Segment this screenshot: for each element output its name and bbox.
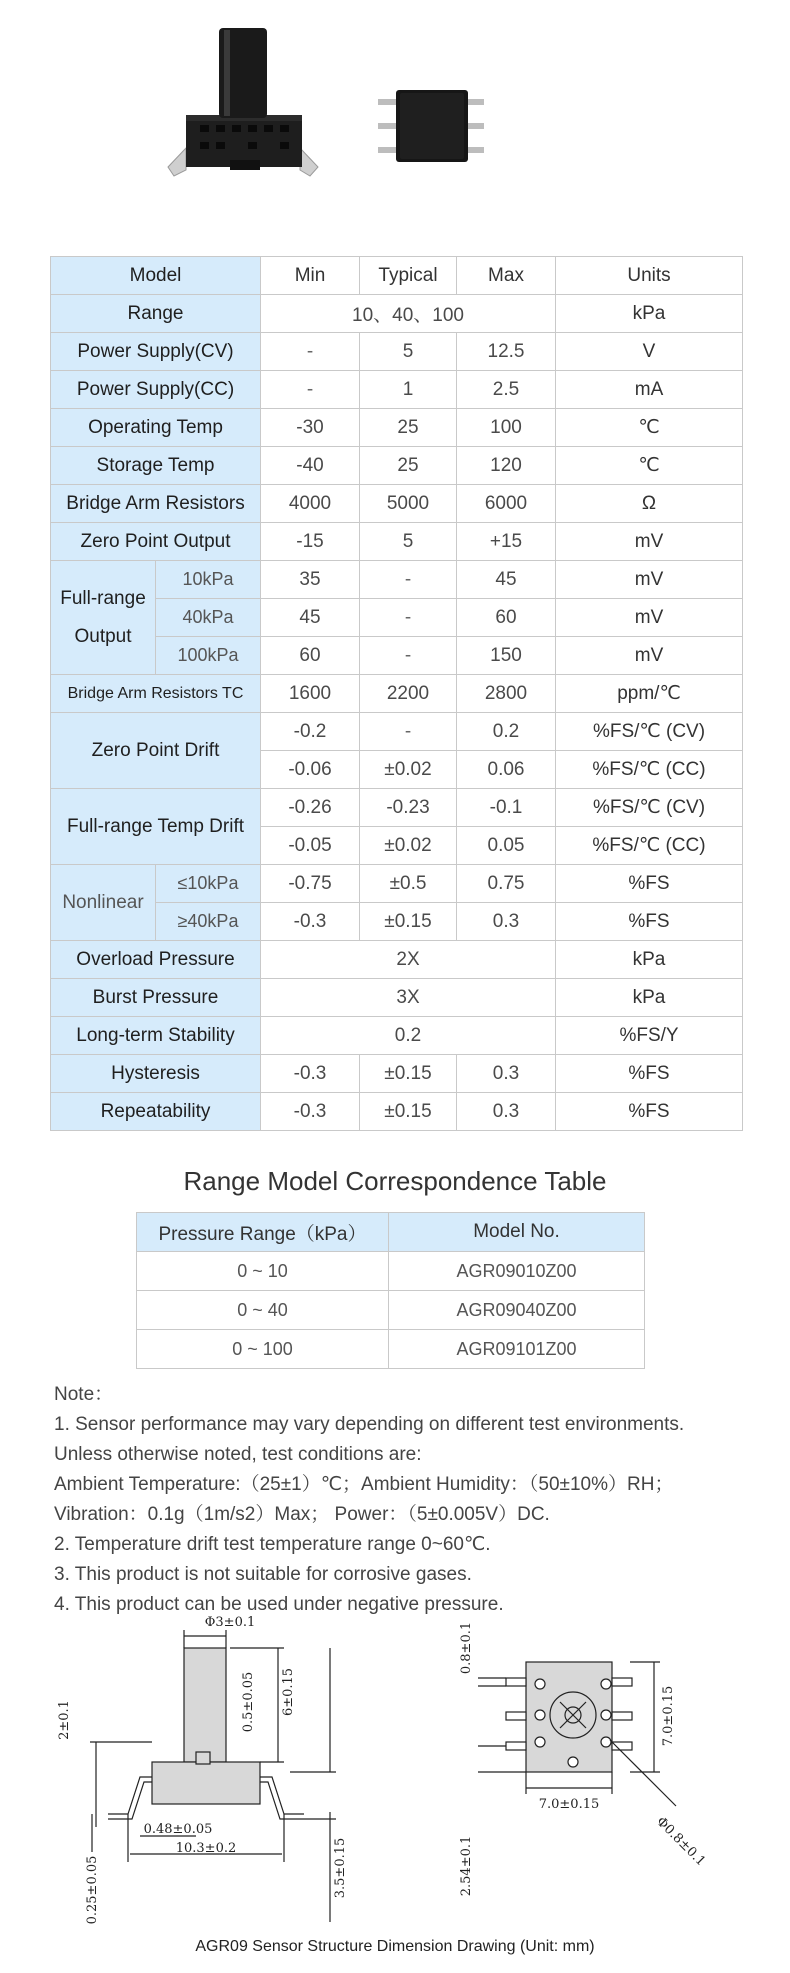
dim-step: 0.5±0.05 bbox=[241, 1671, 256, 1733]
typ-cell: ±0.5 bbox=[360, 865, 457, 903]
unit-cell: mV bbox=[556, 523, 743, 561]
unit-cell: V bbox=[556, 333, 743, 371]
unit-cell: %FS/℃ (CC) bbox=[556, 751, 743, 789]
min-cell: 35 bbox=[261, 561, 360, 599]
dim-body-side: 7.0±0.15 bbox=[661, 1685, 676, 1747]
row-label: Bridge Arm Resistors bbox=[51, 485, 261, 523]
min-cell: 4000 bbox=[261, 485, 360, 523]
row-hysteresis bbox=[51, 1055, 743, 1093]
row-bridge-tc bbox=[51, 675, 743, 713]
row-label: Zero Point Drift bbox=[51, 713, 261, 789]
row-label: Full-range Temp Drift bbox=[51, 789, 261, 865]
max-cell: 60 bbox=[457, 599, 556, 637]
model-no-cell: AGR09040Z00 bbox=[389, 1291, 645, 1330]
top-view-drawing bbox=[478, 1662, 676, 1806]
note-heading: Note： bbox=[54, 1384, 114, 1405]
pressure-range-cell: 0 ~ 40 bbox=[137, 1291, 389, 1330]
note-line: Ambient Temperature:（25±1）℃；Ambient Humidity：（50±10%）RH； bbox=[54, 1474, 674, 1495]
row-range bbox=[51, 295, 743, 333]
min-cell: -0.3 bbox=[261, 1055, 360, 1093]
typ-cell: 2200 bbox=[360, 675, 457, 713]
note-line: Unless otherwise noted, test conditions are: bbox=[54, 1444, 422, 1465]
typ-cell: 5 bbox=[360, 333, 457, 371]
dim-foot: 0.25±0.05 bbox=[85, 1855, 100, 1925]
max-cell: 0.2 bbox=[457, 713, 556, 751]
row-label: Hysteresis bbox=[51, 1055, 261, 1093]
row-operating-temp bbox=[51, 409, 743, 447]
typ-cell: ±0.02 bbox=[360, 751, 457, 789]
min-cell: - bbox=[261, 371, 360, 409]
table-row bbox=[137, 1291, 645, 1330]
drawing-caption: AGR09 Sensor Structure Dimension Drawing (Unit: mm) bbox=[195, 1938, 595, 1955]
max-cell: 0.75 bbox=[457, 865, 556, 903]
row-burst bbox=[51, 979, 743, 1017]
model-no-cell: AGR09010Z00 bbox=[389, 1252, 645, 1291]
col-header-pressure-range: Pressure Range（kPa） bbox=[137, 1213, 389, 1252]
full-range-output-label bbox=[51, 561, 156, 675]
full-range-output-label-line1: Full-range bbox=[60, 587, 146, 609]
min-cell: -0.06 bbox=[261, 751, 360, 789]
sub-label: 40kPa bbox=[156, 599, 261, 637]
product-photos bbox=[150, 20, 620, 220]
unit-cell: kPa bbox=[556, 979, 743, 1017]
row-label: Bridge Arm Resistors TC bbox=[51, 675, 261, 713]
unit-cell: mA bbox=[556, 371, 743, 409]
row-label: Repeatability bbox=[51, 1093, 261, 1131]
min-cell: -0.3 bbox=[261, 903, 360, 941]
unit-cell: ppm/℃ bbox=[556, 675, 743, 713]
typ-cell: - bbox=[360, 637, 457, 675]
range-value: 10、40、100 bbox=[261, 295, 556, 333]
col-header-typical: Typical bbox=[360, 257, 457, 295]
min-cell: -0.2 bbox=[261, 713, 360, 751]
row-storage-temp bbox=[51, 447, 743, 485]
unit-cell: %FS bbox=[556, 903, 743, 941]
dim-tube-height: 6±0.15 bbox=[281, 1667, 296, 1717]
row-label: Overload Pressure bbox=[51, 941, 261, 979]
row-power-cv bbox=[51, 333, 743, 371]
typ-cell: ±0.15 bbox=[360, 1093, 457, 1131]
note-line: 2. Temperature drift test temperature range 0~60℃. bbox=[54, 1534, 491, 1555]
note-line: Vibration：0.1g（1m/s2）Max； Power：（5±0.005V）DC. bbox=[54, 1504, 550, 1525]
row-label: Burst Pressure bbox=[51, 979, 261, 1017]
typ-cell: 1 bbox=[360, 371, 457, 409]
tall-sensor-photo bbox=[168, 28, 318, 176]
unit-cell: %FS bbox=[556, 865, 743, 903]
notes bbox=[54, 1380, 774, 1620]
merged-value: 2X bbox=[261, 941, 556, 979]
row-bridge-arm bbox=[51, 485, 743, 523]
unit-cell: %FS/℃ (CC) bbox=[556, 827, 743, 865]
col-header-max: Max bbox=[457, 257, 556, 295]
row-label: Long-term Stability bbox=[51, 1017, 261, 1055]
min-cell: -0.05 bbox=[261, 827, 360, 865]
min-cell: -0.26 bbox=[261, 789, 360, 827]
max-cell: 120 bbox=[457, 447, 556, 485]
dim-tube-diameter: Φ3±0.1 bbox=[204, 1615, 256, 1630]
row-zero-output bbox=[51, 523, 743, 561]
min-cell: -40 bbox=[261, 447, 360, 485]
unit-cell: %FS/Y bbox=[556, 1017, 743, 1055]
range-table-header bbox=[137, 1213, 645, 1252]
typ-cell: ±0.15 bbox=[360, 1055, 457, 1093]
dim-left-height: 2±0.1 bbox=[57, 1700, 72, 1740]
dim-hole-diameter: Φ0.8±0.1 bbox=[653, 1814, 709, 1870]
max-cell: 150 bbox=[457, 637, 556, 675]
side-view-drawing bbox=[90, 1630, 336, 1922]
unit-cell: %FS bbox=[556, 1055, 743, 1093]
typ-cell: 5 bbox=[360, 523, 457, 561]
max-cell: -0.1 bbox=[457, 789, 556, 827]
dimension-drawing bbox=[0, 1612, 790, 1932]
dim-overall-width: 10.3±0.2 bbox=[175, 1841, 237, 1856]
row-label: Zero Point Output bbox=[51, 523, 261, 561]
unit-cell: mV bbox=[556, 599, 743, 637]
min-cell: -15 bbox=[261, 523, 360, 561]
row-label: Power Supply(CV) bbox=[51, 333, 261, 371]
pressure-range-cell: 0 ~ 10 bbox=[137, 1252, 389, 1291]
max-cell: 2.5 bbox=[457, 371, 556, 409]
max-cell: 6000 bbox=[457, 485, 556, 523]
max-cell: 0.06 bbox=[457, 751, 556, 789]
dim-top-pin: 0.8±0.1 bbox=[459, 1621, 474, 1675]
unit-cell: mV bbox=[556, 561, 743, 599]
row-label: Operating Temp bbox=[51, 409, 261, 447]
row-full-range-10 bbox=[51, 561, 743, 599]
min-cell: 45 bbox=[261, 599, 360, 637]
table-row bbox=[137, 1252, 645, 1291]
typ-cell: - bbox=[360, 561, 457, 599]
row-label: Nonlinear bbox=[51, 865, 156, 941]
max-cell: 0.05 bbox=[457, 827, 556, 865]
max-cell: 0.3 bbox=[457, 1093, 556, 1131]
max-cell: 45 bbox=[457, 561, 556, 599]
col-header-units: Units bbox=[556, 257, 743, 295]
table-row bbox=[137, 1330, 645, 1369]
row-zero-drift-cv bbox=[51, 713, 743, 751]
table-header-row bbox=[51, 257, 743, 295]
typ-cell: ±0.02 bbox=[360, 827, 457, 865]
dim-lead-width: 0.48±0.05 bbox=[143, 1822, 213, 1837]
dim-pitch: 2.54±0.1 bbox=[459, 1835, 474, 1897]
row-repeatability bbox=[51, 1093, 743, 1131]
unit-cell: ℃ bbox=[556, 447, 743, 485]
min-cell: -30 bbox=[261, 409, 360, 447]
unit-cell: Ω bbox=[556, 485, 743, 523]
unit-cell: mV bbox=[556, 637, 743, 675]
col-header-model: Model bbox=[51, 257, 261, 295]
sub-label: 10kPa bbox=[156, 561, 261, 599]
model-no-cell: AGR09101Z00 bbox=[389, 1330, 645, 1369]
typ-cell: 5000 bbox=[360, 485, 457, 523]
max-cell: +15 bbox=[457, 523, 556, 561]
sub-label: ≤10kPa bbox=[156, 865, 261, 903]
unit-cell: %FS/℃ (CV) bbox=[556, 789, 743, 827]
row-stability bbox=[51, 1017, 743, 1055]
note-line: 4. This product can be used under negative pressure. bbox=[54, 1594, 504, 1615]
unit-cell: kPa bbox=[556, 941, 743, 979]
row-power-cc bbox=[51, 371, 743, 409]
row-full-drift-cv bbox=[51, 789, 743, 827]
max-cell: 12.5 bbox=[457, 333, 556, 371]
row-overload bbox=[51, 941, 743, 979]
note-line: 1. Sensor performance may vary depending on different test environments. bbox=[54, 1414, 685, 1435]
max-cell: 100 bbox=[457, 409, 556, 447]
min-cell: 1600 bbox=[261, 675, 360, 713]
typ-cell: ±0.15 bbox=[360, 903, 457, 941]
col-header-min: Min bbox=[261, 257, 360, 295]
merged-value: 3X bbox=[261, 979, 556, 1017]
row-label: Storage Temp bbox=[51, 447, 261, 485]
min-cell: -0.75 bbox=[261, 865, 360, 903]
col-header-model-no: Model No. bbox=[389, 1213, 645, 1252]
range-table bbox=[136, 1212, 645, 1369]
row-label: Power Supply(CC) bbox=[51, 371, 261, 409]
merged-value: 0.2 bbox=[261, 1017, 556, 1055]
unit-cell: %FS/℃ (CV) bbox=[556, 713, 743, 751]
row-nonlinear-10 bbox=[51, 865, 743, 903]
max-cell: 0.3 bbox=[457, 903, 556, 941]
min-cell: 60 bbox=[261, 637, 360, 675]
typ-cell: 25 bbox=[360, 447, 457, 485]
typ-cell: 25 bbox=[360, 409, 457, 447]
sub-label: 100kPa bbox=[156, 637, 261, 675]
range-table-title: Range Model Correspondence Table bbox=[183, 1166, 607, 1196]
spec-table bbox=[50, 256, 743, 1131]
max-cell: 2800 bbox=[457, 675, 556, 713]
min-cell: - bbox=[261, 333, 360, 371]
max-cell: 0.3 bbox=[457, 1055, 556, 1093]
note-line: 3. This product is not suitable for corrosive gases. bbox=[54, 1564, 472, 1585]
unit-cell: ℃ bbox=[556, 409, 743, 447]
row-label: Range bbox=[51, 295, 261, 333]
min-cell: -0.3 bbox=[261, 1093, 360, 1131]
typ-cell: -0.23 bbox=[360, 789, 457, 827]
full-range-output-label-line2: Output bbox=[74, 625, 132, 647]
unit-cell: kPa bbox=[556, 295, 743, 333]
typ-cell: - bbox=[360, 599, 457, 637]
unit-cell: %FS bbox=[556, 1093, 743, 1131]
smd-sensor-photo bbox=[378, 90, 484, 162]
pressure-range-cell: 0 ~ 100 bbox=[137, 1330, 389, 1369]
sub-label: ≥40kPa bbox=[156, 903, 261, 941]
dim-body-width: 7.0±0.15 bbox=[538, 1797, 600, 1812]
dim-body-height: 3.5±0.15 bbox=[333, 1837, 348, 1899]
typ-cell: - bbox=[360, 713, 457, 751]
